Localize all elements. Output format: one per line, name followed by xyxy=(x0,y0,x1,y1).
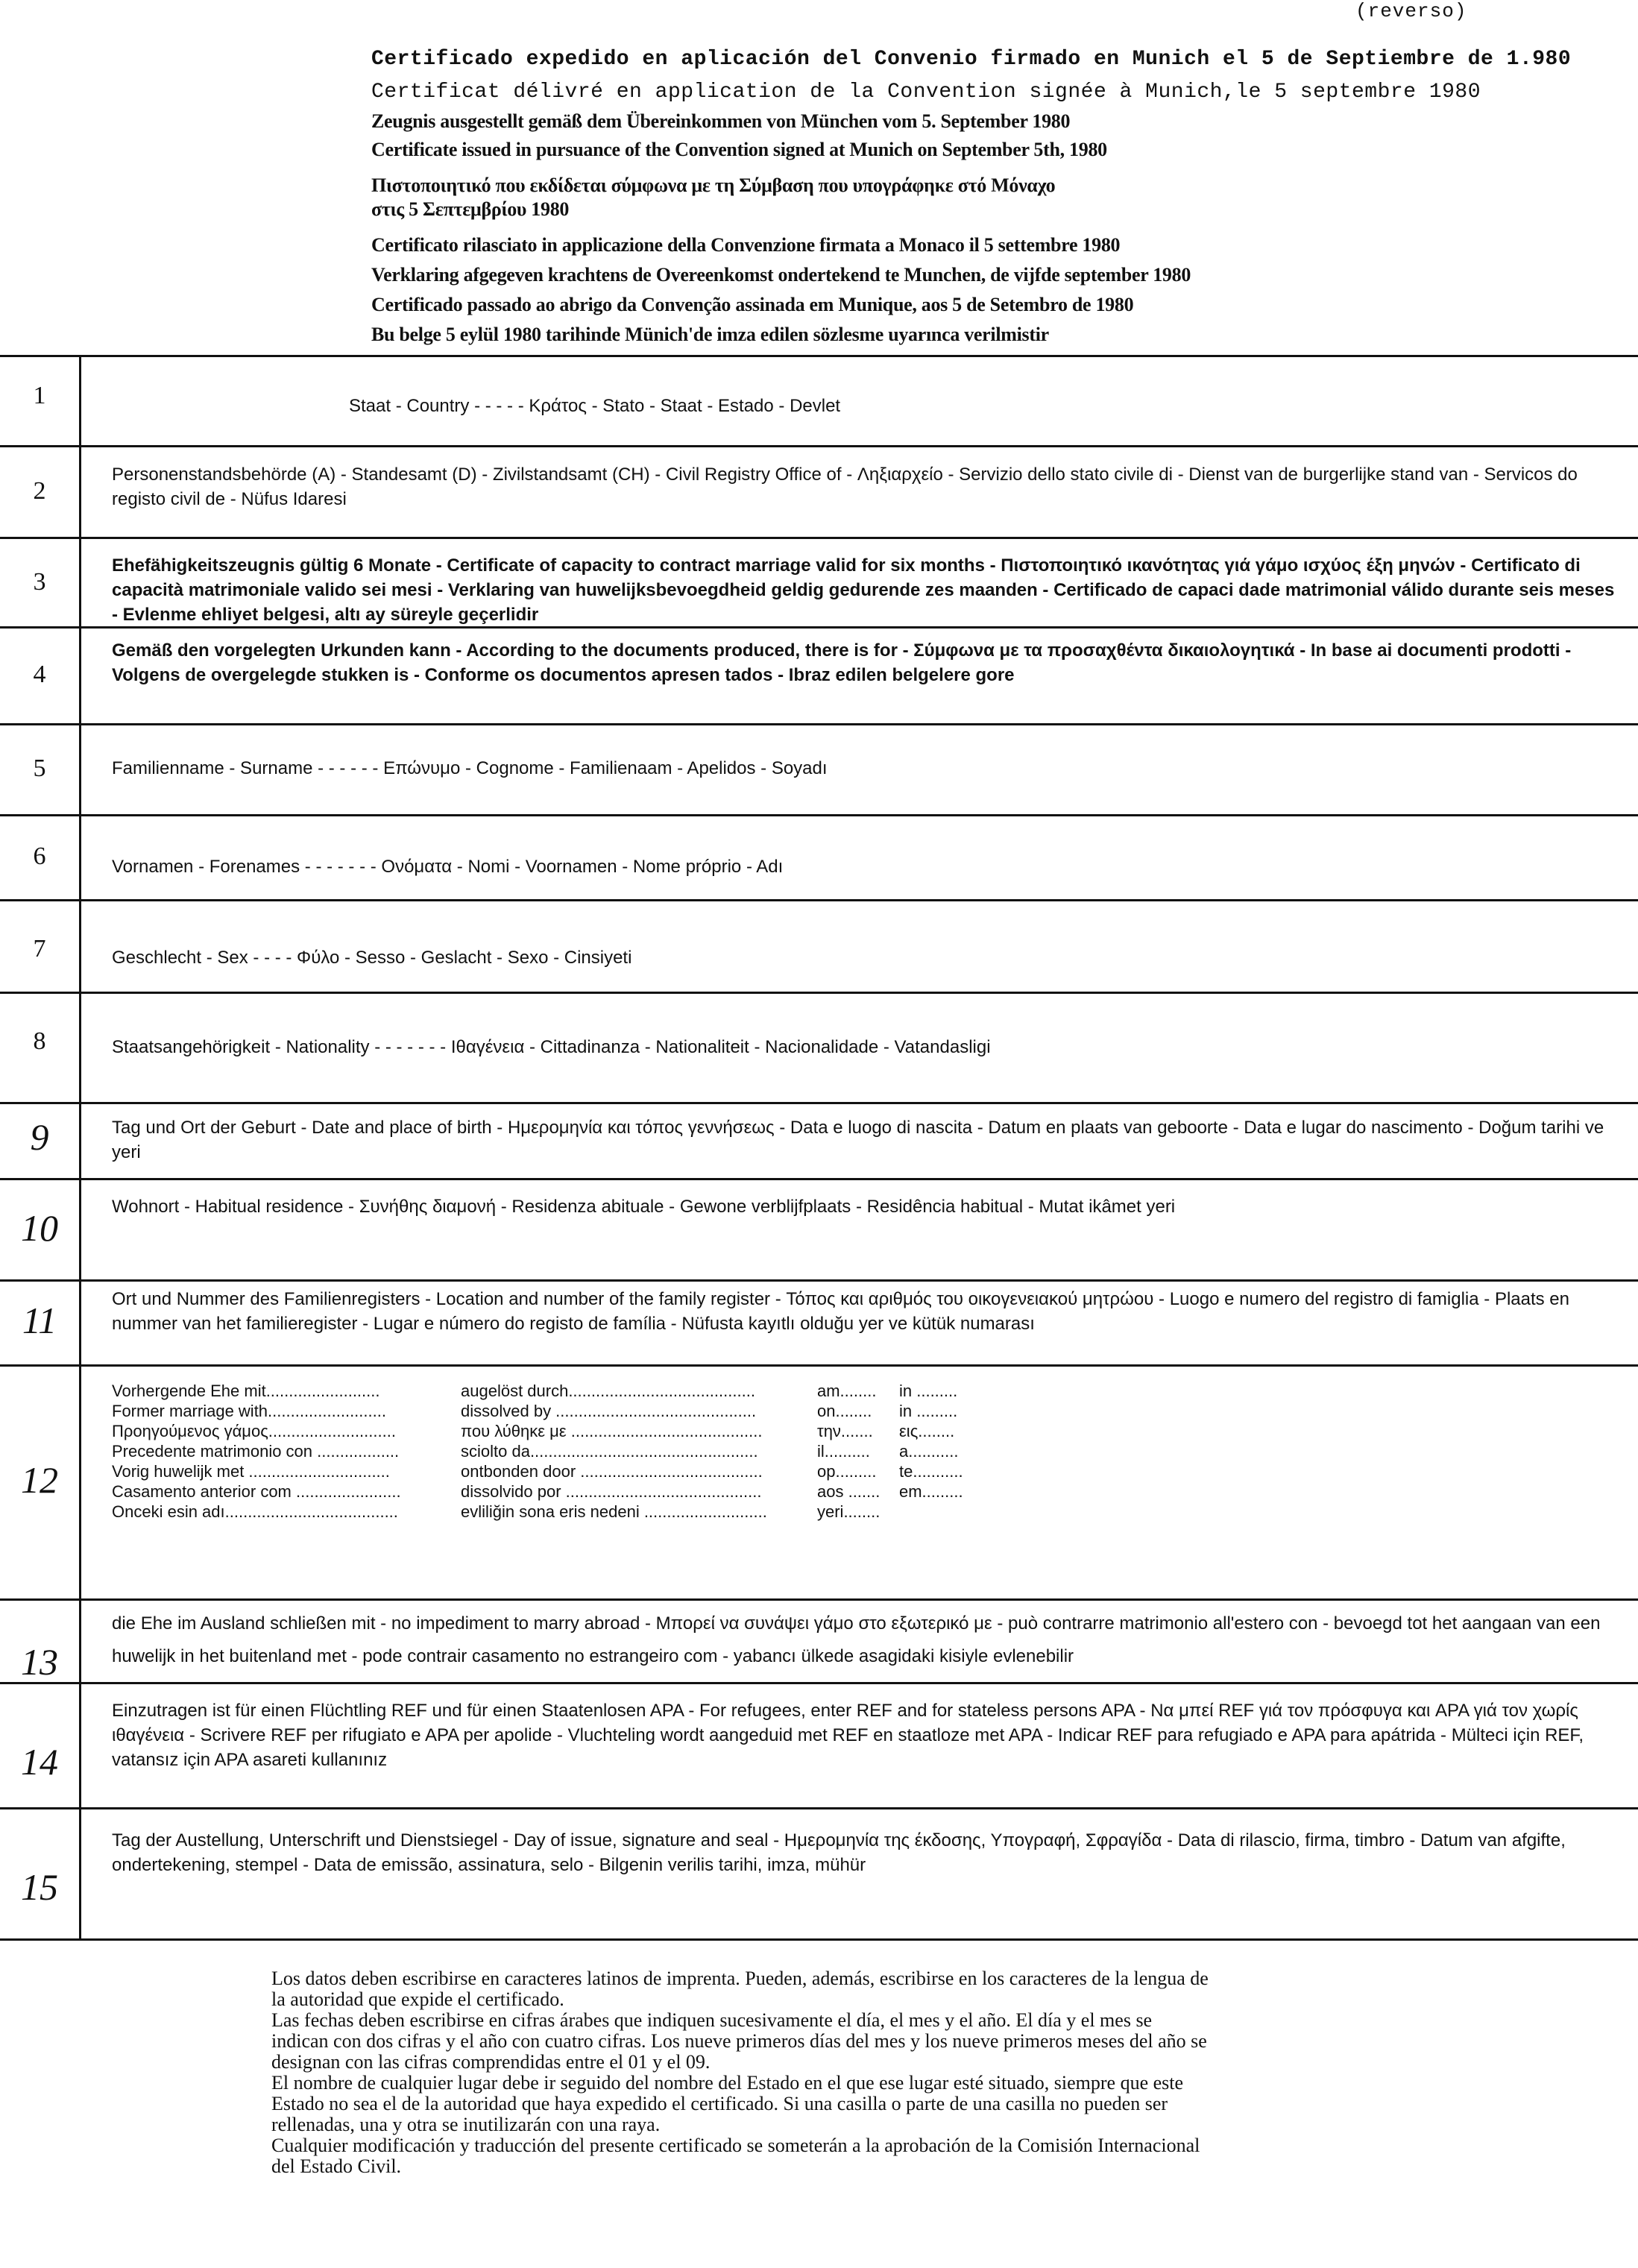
row-number: 9 xyxy=(30,1116,49,1158)
line: sciolto da.................................................. xyxy=(461,1442,758,1461)
header-line-el-2: στις 5 Σεπτεμβρίου 1980 xyxy=(371,198,570,220)
row-number: 11 xyxy=(22,1300,57,1341)
row-divider xyxy=(0,445,1638,447)
line: op......... xyxy=(817,1462,877,1481)
line: dissolvido por ........................................... xyxy=(461,1482,762,1501)
row-divider xyxy=(0,1178,1638,1180)
row-divider xyxy=(0,1938,1638,1941)
row-12-col-date xyxy=(817,1381,880,1522)
line: on........ xyxy=(817,1402,872,1420)
row-1-country: Staat - Country - - - - - Κράτος - Stato - Staat - Estado - Devlet xyxy=(349,396,841,416)
header-line-el-1: Πιστοποιητικό που εκδίδεται σύμφωνα με τη Σύμβαση που υπογράφηκε στό Μόναχο xyxy=(371,174,1056,196)
row-9-birth: Tag und Ort der Geburt - Date and place of birth - Ημερομηνία και τόπος γεννήσεως - Data e luogo di nascita - Datum en plaats van geboorte - Data e lugar do nascimento - Doğum tarihi ve yeri xyxy=(112,1118,1604,1162)
line: Former marriage with.......................... xyxy=(112,1402,386,1420)
row-divider xyxy=(0,723,1638,725)
row-8-nationality: Staatsangehörigkeit - Nationality - - - - - - - Ιθαγένεια - Cittadinanza - Nationaliteit - Nacionalidade - Vatandasligi xyxy=(112,1037,991,1057)
row-divider xyxy=(0,899,1638,901)
number-column-divider xyxy=(79,355,81,1940)
row-4-documents: Gemäß den vorgelegten Urkunden kann - According to the documents produced, there is for - Σύμφωνα με τα προσαχθέντα δικαιολογητικά - In base ai documenti prodotti - Volgens de overgelegde stukken is - Conforme os documentos apresen tados - Ibraz edilen belgelere gore xyxy=(112,640,1572,685)
line: te........... xyxy=(899,1462,963,1481)
row-3-capacity-certificate: Ehefähigkeitszeugnis gültig 6 Monate - Certificate of capacity to contract marriage valid for six months - Πιστοποιητικό ικανότητας γιά γάμο ισχύος έξη μηνών - Certificato di capacità matrimoniale valido sei mesi - Verklaring van huwelijksbevoegdheid geldig gedurende zes maanden - Certificado de capaci dade matrimonial válido durante seis meses - Evlenme ehliyet belgesi, altı ay süreyle geçerlidir xyxy=(112,555,1615,625)
row-12-col-place xyxy=(899,1381,963,1502)
row-number: 8 xyxy=(33,1027,46,1055)
header-line-en: Certificate issued in pursuance of the Convention signed at Munich on September 5th, 1980 xyxy=(371,139,1107,160)
line: am........ xyxy=(817,1382,877,1400)
header-line-de: Zeugnis ausgestellt gemäß dem Übereinkommen von München vom 5. September 1980 xyxy=(371,110,1071,132)
row-divider xyxy=(0,1102,1638,1104)
header-line-es: Certificado expedido en aplicación del Convenio firmado en Munich el 5 de Septiembre de 1.980 xyxy=(371,48,1572,71)
row-15-issue-signature: Tag der Austellung, Unterschrift und Dienstsiegel - Day of issue, signature and seal - Ημερομηνία της έκδοσης, Υπογραφή, Σφραγίδα - Data di rilascio, firma, timbro - Datum van afgifte, ondertekening, stempel - Data de emissão, assinatura, selo - Bilgenin verilis tarihi, imza, mühür xyxy=(112,1830,1566,1875)
line: in ......... xyxy=(899,1382,958,1400)
line: Προηγούμενος γάμος............................ xyxy=(112,1422,396,1440)
header-line-pt: Certificado passado ao abrigo da Convenção assinada em Munique, aos 5 de Setembro de 1980 xyxy=(371,294,1134,315)
row-number: 12 xyxy=(21,1459,58,1501)
line: Casamento anterior com ....................... xyxy=(112,1482,401,1501)
note-paragraph: Cualquier modificación y traducción del presente certificado se someterán a la aprobación de la Comisión Internacional del Estado Civil. xyxy=(271,2135,1200,2177)
line: Precedente matrimonio con .................. xyxy=(112,1442,400,1461)
row-number: 5 xyxy=(33,755,46,782)
row-6-forenames: Vornamen - Forenames - - - - - - - Ονόματα - Nomi - Voornamen - Nome próprio - Adı xyxy=(112,857,784,877)
row-divider xyxy=(0,1364,1638,1367)
row-number: 14 xyxy=(21,1741,58,1783)
row-divider xyxy=(0,1279,1638,1282)
row-number: 15 xyxy=(21,1866,58,1908)
row-number: 2 xyxy=(33,477,46,505)
row-number: 10 xyxy=(21,1207,58,1249)
row-7-sex: Geschlecht - Sex - - - - Φύλο - Sesso - Geslacht - Sexo - Cinsiyeti xyxy=(112,948,632,968)
row-number: 3 xyxy=(33,568,46,596)
line: il.......... xyxy=(817,1442,870,1461)
row-divider xyxy=(0,814,1638,816)
row-number: 13 xyxy=(21,1641,58,1683)
row-10-residence: Wohnort - Habitual residence - Συνήθης διαμονή - Residenza abituale - Gewone verblijfplaats - Residência habitual - Mutat ikâmet yeri xyxy=(112,1197,1176,1217)
note-paragraph: El nombre de cualquier lugar debe ir seguido del nombre del Estado en el que ese lugar esté situado, siempre que este Estado no sea el de la autoridad que haya expedido el certificado. Si una casilla o parte de una casilla no pueden ser rellenadas, una y otra se inutilizarán con una raya. xyxy=(271,2072,1184,2135)
row-5-surname: Familienname - Surname - - - - - - Επώνυμο - Cognome - Familienaam - Apelidos - Soyadı xyxy=(112,758,828,778)
line: aos ....... xyxy=(817,1482,881,1501)
row-12-col-marriage xyxy=(112,1381,401,1522)
line: Onceki esin adı...................................... xyxy=(112,1502,398,1521)
instructions-notes xyxy=(271,1968,1211,2177)
note-paragraph: Las fechas deben escribirse en cifras árabes que indiquen sucesivamente el día, el mes y el año. El día y el mes se indican con dos cifras y el año con cuatro cifras. Los nueve primeros días del mes y los nueve primeros meses del año se designan con las cifras comprendidas entre el 01 y el 09. xyxy=(271,2009,1207,2073)
header-line-nl: Verklaring afgegeven krachtens de Overeenkomst ondertekend te Munchen, de vijfde september 1980 xyxy=(371,264,1191,286)
row-divider xyxy=(0,1682,1638,1684)
line: εις........ xyxy=(899,1422,955,1440)
line: Vorig huwelijk met ............................... xyxy=(112,1462,390,1481)
row-number: 4 xyxy=(33,661,46,688)
line: em......... xyxy=(899,1482,963,1501)
note-paragraph: Los datos deben escribirse en caracteres latinos de imprenta. Pueden, además, escribirse en los caracteres de la lengua de la autoridad que expide el certificado. xyxy=(271,1968,1209,2010)
line: augelöst durch......................................... xyxy=(461,1382,755,1400)
header-line-fr: Certificat délivré en application de la Convention signée à Munich,le 5 septembre 1980 xyxy=(371,81,1481,104)
line: ontbonden door ........................................ xyxy=(461,1462,763,1481)
line: που λύθηκε με .......................................... xyxy=(461,1422,763,1440)
line: yeri........ xyxy=(817,1502,881,1521)
page-reverso-label: (reverso) xyxy=(1355,0,1467,22)
row-number: 7 xyxy=(33,935,46,963)
row-2-registry-office: Personenstandsbehörde (A) - Standesamt (D) - Zivilstandsamt (CH) - Civil Registry Office of - Ληξιαρχείο - Servizio dello stato civile di - Dienst van de burgerlijke stand van - Servicos do registo civil de - Nüfus Idaresi xyxy=(112,464,1578,509)
row-11-family-register: Ort und Nummer des Familienregisters - Location and number of the family register - Τόπος και αριθμός του οικογενειακού μητρώου - Luogo e numero del registro di famiglia - Plaats en nummer van het familieregister - Lugar e número do registo de família - Nüfusta kayıtlı olduğu yer ve kütük numarası xyxy=(112,1289,1570,1334)
header-line-it: Certificato rilasciato in applicazione della Convenzione firmata a Monaco il 5 settembre 1980 xyxy=(371,234,1121,256)
row-divider xyxy=(0,1598,1638,1601)
header-line-tr: Bu belge 5 eylül 1980 tarihinde Münich'de imza edilen sözlesme uyarınca verilmistir xyxy=(371,324,1049,345)
row-divider xyxy=(0,355,1638,357)
row-14-refugee-note: Einzutragen ist für einen Flüchtling REF und für einen Staatenlosen APA - For refugees, enter REF and for stateless persons APA - Να μπεί REF γιά τον πρόσφυγα και APA γιά τον χωρίς ιθαγένεια - Scrivere REF per rifugiato e APA per apolide - Vluchteling wordt aangeduid met REF en staatloze met APA - Indicar REF para refugiado e APA para apátrida - Mülteci için REF, vatansız için APA asareti kullanınız xyxy=(112,1701,1584,1770)
row-divider xyxy=(0,992,1638,994)
line: evliliğin sona eris nedeni ........................... xyxy=(461,1502,767,1521)
line: Vorhergende Ehe mit......................... xyxy=(112,1382,380,1400)
line: a........... xyxy=(899,1442,959,1461)
line: in ......... xyxy=(899,1402,958,1420)
row-number: 6 xyxy=(33,842,46,870)
line: την....... xyxy=(817,1422,873,1440)
row-number: 1 xyxy=(33,382,46,409)
row-13-marriage-abroad: die Ehe im Ausland schließen mit - no impediment to marry abroad - Μπορεί να συνάψει γάμο στο εξωτερικό με - può contrarre matrimonio all'estero con - bevoegd tot het aangaan van een huwelijk in het buitenland met - pode contrair casamento no estrangeiro com - yabancı ülkede asagidaki kisiyle evlenebilir xyxy=(112,1613,1601,1666)
line: dissolved by ............................................ xyxy=(461,1402,757,1420)
row-12-col-dissolved xyxy=(461,1381,767,1522)
row-divider xyxy=(0,537,1638,539)
row-divider xyxy=(0,1807,1638,1809)
